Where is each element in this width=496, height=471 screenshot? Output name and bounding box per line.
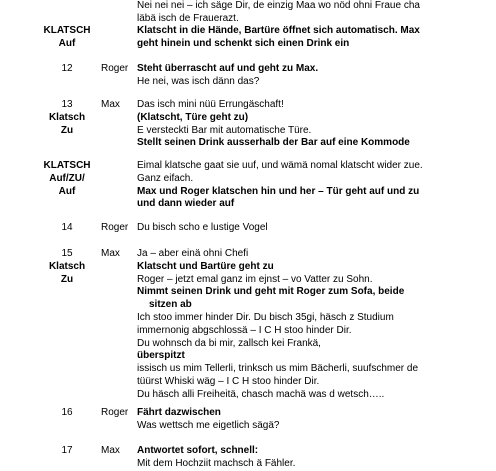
cue-number-line: Zu	[60, 273, 74, 285]
dialogue-line: Du wohnsch da bi mir, zallsch kei Frankä,	[137, 337, 321, 349]
dialogue-text	[137, 248, 477, 402]
stage-direction-line: Klatscht und Bartüre geht zu	[137, 260, 274, 272]
dialogue-line: Ja – aber einä ohni Chefi	[137, 248, 249, 259]
stage-direction-line: Klatscht in die Hände, Bartüre öffnet sich automatisch. Max	[137, 25, 420, 36]
cue-number	[40, 222, 94, 235]
cue-number-line: Auf/ZU/	[49, 172, 85, 184]
dialogue-text	[137, 160, 477, 211]
cue-number-line: 12	[61, 63, 73, 74]
stage-direction-line: Antwortet sofort, schnell:	[137, 445, 259, 456]
dialogue-line: Mit dem Hochziit machsch ä Fähler.	[137, 457, 296, 469]
cue-number	[40, 99, 94, 137]
dialogue-line: Eimal klatsche gaat sie uuf, und wämä nomal klatscht wider zue.	[137, 160, 423, 171]
stage-direction-line: und dann wieder auf	[137, 198, 235, 210]
dialogue-line: Roger – jetzt emal ganz im ejnst – vo Vatter zu Sohn.	[137, 273, 373, 285]
stage-direction-line: geht hinein und schenkt sich einen Drink ein	[137, 37, 350, 49]
dialogue-text	[137, 63, 477, 89]
dialogue-text	[137, 25, 477, 51]
cue-number-line: KLATSCH	[43, 25, 91, 36]
stage-direction-line: Stellt seinen Drink ausserhalb der Bar auf eine Kommode	[137, 137, 410, 149]
stage-direction-line: Steht überrascht auf und geht zu Max.	[137, 63, 319, 74]
stage-direction-line: sitzen ab	[149, 299, 192, 311]
stage-direction-line: Nimmt seinen Drink und geht mit Roger zum Sofa, beide	[137, 286, 405, 298]
dialogue-line: immernonig abgschlossä – I C H stoo hinder Dir.	[137, 324, 352, 336]
dialogue-line: Ganz eifach.	[137, 172, 194, 184]
cue-number-line: 16	[61, 407, 73, 418]
cue-number-line: 17	[61, 445, 73, 456]
cue-number-line: Auf	[58, 185, 76, 197]
cue-number	[40, 445, 94, 458]
dialogue-text	[137, 407, 477, 433]
dialogue-line: issisch us mim Tellerli, trinksch us mim Bächerli, suufschmer de	[137, 363, 419, 375]
dialogue-line: tüürst Whiski wäg – I C H stoo hinder Dir.	[137, 375, 320, 387]
cue-number	[40, 407, 94, 420]
stage-direction-line: überspitzt	[137, 350, 185, 362]
dialogue-text	[137, 0, 477, 26]
dialogue-text	[137, 99, 477, 150]
stage-direction-line: Max und Roger klatschen hin und her – Tür geht auf und zu	[137, 185, 420, 197]
dialogue-line: E versteckti Bar mit automatische Türe.	[137, 124, 312, 136]
cue-number	[40, 63, 94, 76]
cue-number	[40, 25, 94, 51]
cue-number-line: Klatsch	[48, 260, 86, 272]
dialogue-line: Was wettsch me eigetlich sägä?	[137, 419, 280, 431]
dialogue-text	[137, 222, 477, 235]
cue-number-line: 15	[61, 248, 73, 259]
cue-number	[40, 160, 94, 198]
cue-number	[40, 248, 94, 286]
cue-number-line: 14	[61, 222, 73, 233]
cue-number-line: 13	[61, 99, 73, 110]
cue-number-line: Klatsch	[48, 111, 86, 123]
dialogue-line: Du häsch alli Freiheitä, chasch machä was d wetsch…..	[137, 388, 385, 400]
dialogue-line: Das isch mini nüü Errungäschaft!	[137, 99, 284, 110]
speaker-name: Max	[101, 99, 120, 110]
cue-number-line: Auf	[58, 37, 76, 49]
cue-number-line: Zu	[60, 124, 74, 136]
stage-direction-line: (Klatscht, Türe geht zu)	[137, 111, 249, 123]
speaker-name: Max	[101, 248, 120, 259]
dialogue-line: Ich stoo immer hinder Dir. Du bisch 35gi, häsch z Studium	[137, 311, 394, 323]
dialogue-line: Nei nei nei – ich säge Dir, de einzig Maa wo nöd ohni Fraue cha	[137, 0, 420, 11]
dialogue-text	[137, 445, 477, 471]
speaker-name: Roger	[101, 63, 129, 74]
stage-direction-line: Fährt dazwischen	[137, 407, 221, 418]
dialogue-line: läbä isch de Frauerazt.	[137, 12, 239, 24]
speaker-name: Roger	[101, 222, 129, 233]
speaker-name: Max	[101, 445, 120, 456]
dialogue-line: He nei, was isch dänn das?	[137, 75, 260, 87]
cue-number-line: KLATSCH	[43, 160, 91, 171]
dialogue-line: Du bisch scho e lustige Vogel	[137, 222, 268, 233]
speaker-name: Roger	[101, 407, 129, 418]
